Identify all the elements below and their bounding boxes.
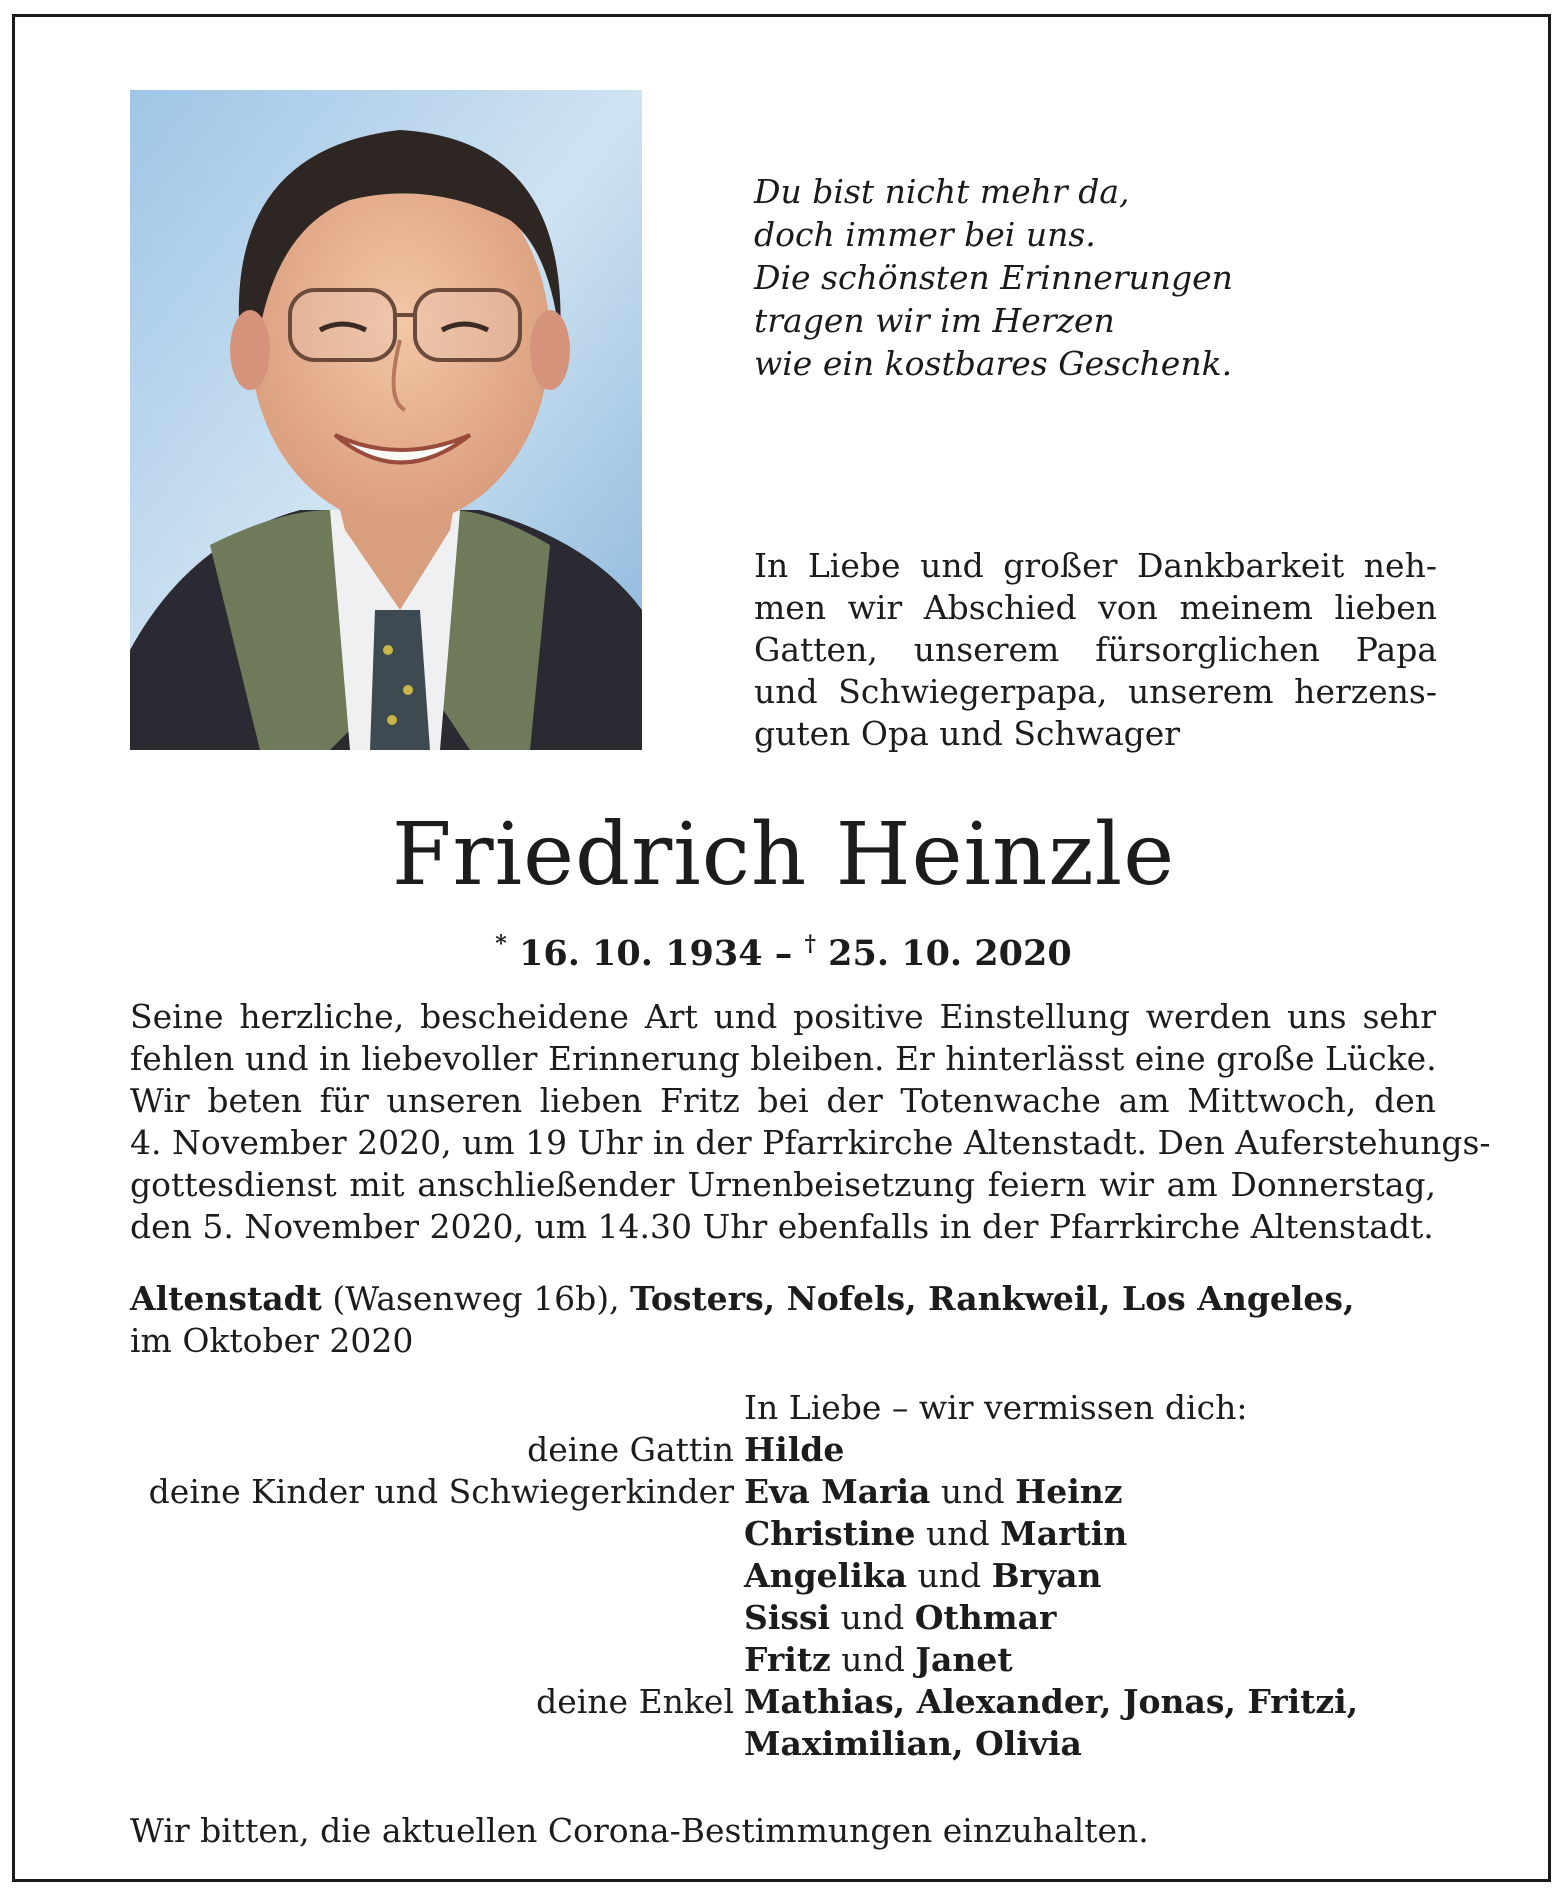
body-line: 4. November 2020, um 19 Uhr in der Pfarrkirche Altenstadt. Den Auferstehungs- [130, 1123, 1491, 1162]
couple-row: Sissi und Othmar [744, 1598, 1057, 1637]
birth-star-icon: * [495, 931, 507, 957]
birth-date: 16. 10. 1934 [518, 933, 763, 974]
body-line: fehlen und in liebevoller Erinnerung bleiben. Er hinterlässt eine große Lücke. [130, 1039, 1437, 1078]
poem-line: Du bist nicht mehr da, [754, 172, 1130, 211]
body-line: den 5. November 2020, um 14.30 Uhr ebenfalls in der Pfarrkirche Altenstadt. [130, 1207, 1434, 1246]
grandchildren-label: deine Enkel [536, 1682, 734, 1721]
intro-line: und Schwiegerpapa, unserem herzens- [754, 672, 1437, 711]
children-label: deine Kinder und Schwiegerkinder [148, 1472, 734, 1511]
body-line: gottesdienst mit anschließender Urnenbeisetzung feiern wir am Donnerstag, [130, 1165, 1436, 1204]
poem-line: doch immer bei uns. [754, 215, 1096, 254]
poem-line: Die schönsten Erinnerungen [754, 258, 1233, 297]
spouse-label: deine Gattin [527, 1430, 734, 1469]
month-year: im Oktober 2020 [130, 1321, 414, 1360]
deceased-name: Friedrich Heinzle [391, 805, 1176, 905]
couple-row: Christine und Martin [744, 1514, 1128, 1553]
main-paragraph [130, 996, 1491, 1248]
body-line: Seine herzliche, bescheidene Art und positive Einstellung werden uns sehr [130, 997, 1436, 1036]
couple-row: Fritz und Janet [744, 1640, 1013, 1679]
grandchildren-line: Maximilian, Olivia [744, 1724, 1082, 1763]
portrait-photo [130, 90, 642, 750]
family-list [130, 1387, 1450, 1765]
address: (Wasenweg 16b), [321, 1279, 631, 1318]
death-date: 25. 10. 2020 [828, 933, 1072, 974]
place-and-date [130, 1278, 1450, 1362]
poem-line: wie ein kostbares Geschenk. [754, 344, 1233, 383]
family-heading: In Liebe – wir vermissen dich: [744, 1388, 1248, 1427]
other-places: Tosters, Nofels, Rankweil, Los Angeles, [630, 1279, 1355, 1318]
intro-line: In Liebe und großer Dankbarkeit neh- [754, 546, 1437, 585]
couple-row: Eva Maria und Heinz [744, 1472, 1123, 1511]
intro-line: Gatten, unserem fürsorglichen Papa [754, 630, 1437, 669]
intro-paragraph [754, 545, 1437, 755]
spouse-name: Hilde [744, 1430, 845, 1469]
corona-notice: Wir bitten, die aktuellen Corona-Bestimmungen einzuhalten. [130, 1811, 1149, 1850]
death-cross-icon: † [804, 931, 816, 957]
date-separator: – [774, 933, 793, 974]
grandchildren-line: Mathias, Alexander, Jonas, Fritzi, [744, 1682, 1359, 1721]
body-line: Wir beten für unseren lieben Fritz bei der Totenwache am Mittwoch, den [130, 1081, 1436, 1120]
poem-verse [754, 170, 1454, 385]
intro-line: guten Opa und Schwager [754, 714, 1181, 753]
poem-line: tragen wir im Herzen [754, 301, 1115, 340]
couple-row: Angelika und Bryan [744, 1556, 1102, 1595]
intro-line: men wir Abschied von meinem lieben [754, 588, 1437, 627]
town: Altenstadt [130, 1279, 322, 1318]
life-dates [0, 920, 1567, 978]
